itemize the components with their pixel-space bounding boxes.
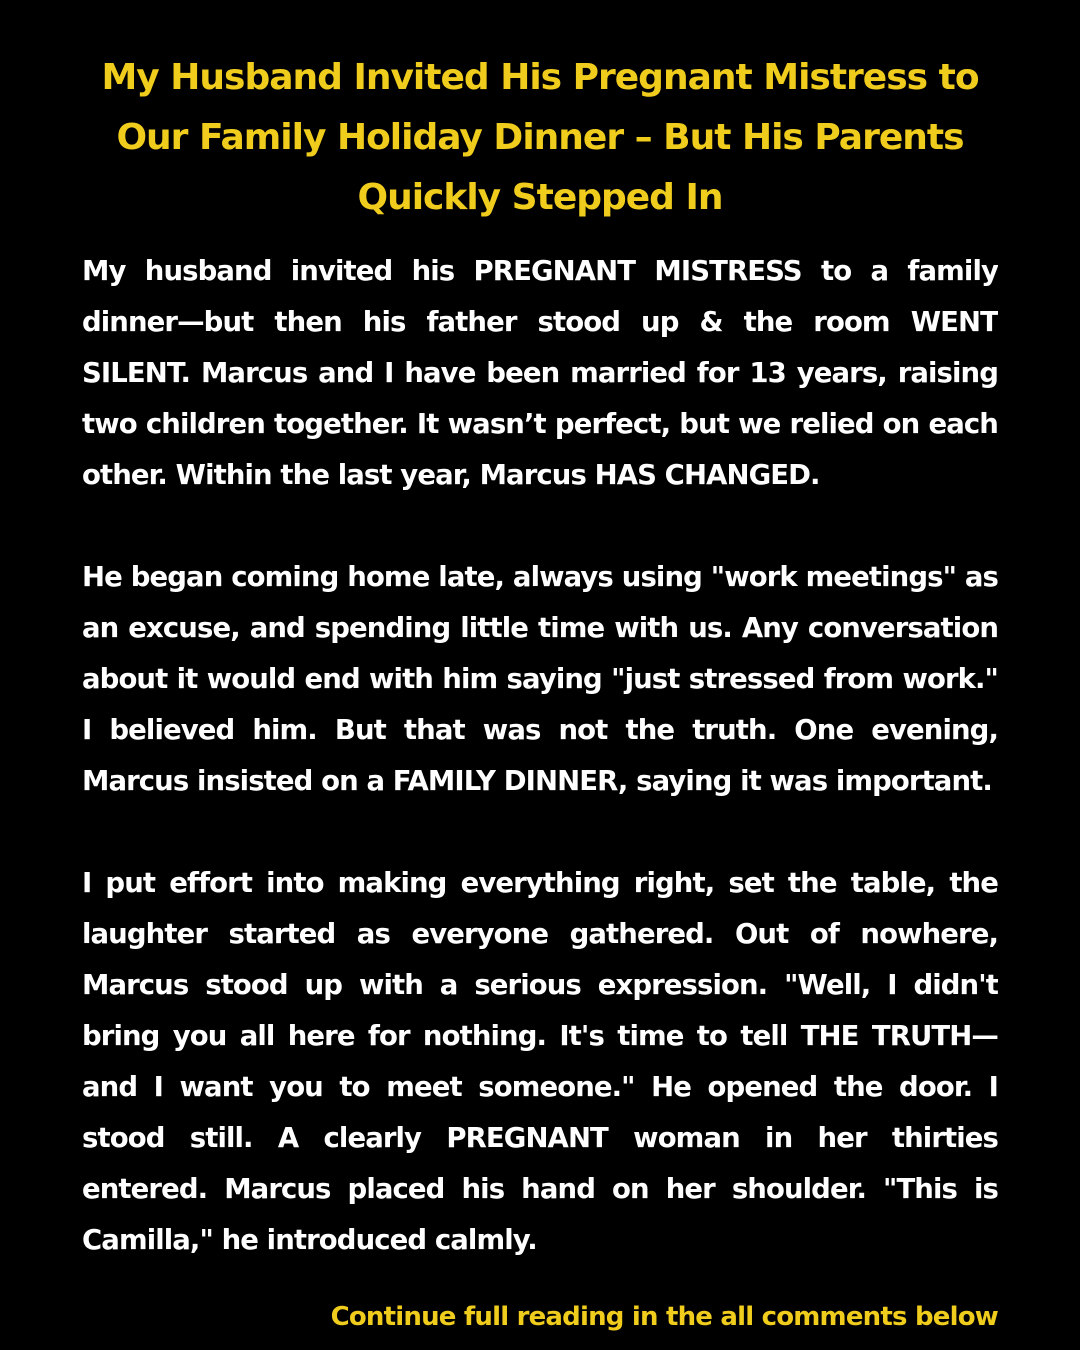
story-excerpt — [82, 246, 998, 1288]
story-paragraph-1: My husband invited his PREGNANT MISTRESS to a family dinner—but then his father stood up & the room WENT SILENT. Marcus and I have been married for 13 years, raising two children together. It wasn’t perfect, but we relied on each other. Within the last year, Marcus HAS CHANGED. — [82, 255, 998, 491]
continue-reading-note: Continue full reading in the all comments below — [330, 1302, 998, 1332]
article-title: My Husband Invited His Pregnant Mistress to Our Family Holiday Dinner – But His Parents Quickly Stepped In — [101, 57, 979, 218]
story-paragraph-3: I put effort into making everything right, set the table, the laughter started as everyone gathered. Out of nowhere, Marcus stood up with a serious expression. "Well, I didn't bring you all here for nothing. It's time to tell THE TRUTH—and I want you to meet someone." He opened the door. I stood still. A clearly PREGNANT woman in her thirties entered. Marcus placed his hand on her shoulder. "This is Camilla," he introduced calmly. — [82, 867, 998, 1256]
story-paragraph-2: He began coming home late, always using "work meetings" as an excuse, and spending little time with us. Any conversation about it would end with him saying "just stressed from work." I believed him. But that was not the truth. One evening, Marcus insisted on a FAMILY DINNER, saying it was important. — [82, 561, 998, 797]
